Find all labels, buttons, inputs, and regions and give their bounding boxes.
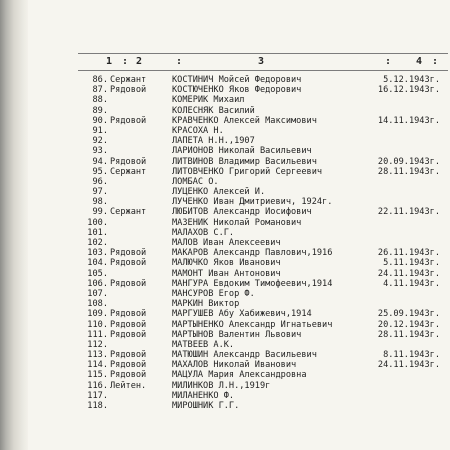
record-row (0, 238, 450, 248)
record-rank: Рядовой (110, 248, 147, 259)
record-name: МАРКИН Виктор (172, 299, 240, 310)
record-name: МАХАЛОВ Николай Иванович (172, 360, 297, 371)
record-rank: Сержант (110, 207, 147, 218)
record-name: МАЛОВ Иван Алексеевич (172, 238, 281, 248)
header-rule-bottom (78, 70, 448, 71)
record-rank: Рядовой (110, 156, 147, 167)
record-number: 87. (92, 85, 108, 96)
record-date: 28.11.1943г. (377, 329, 440, 340)
record-row (0, 340, 450, 350)
record-name: ЛУЧЕНКО Иван Дмитриевич, 1924г. (172, 197, 333, 208)
record-row (0, 289, 450, 299)
record-name: МАЛЮЧКО Яков Иванович (172, 258, 281, 269)
record-name: МИРОШНИК Г.Г. (172, 401, 240, 411)
record-name: МАТЮШИН Александр Васильевич (172, 350, 317, 361)
record-date: 24.11.1943г. (377, 268, 440, 279)
record-name: МИЛИНКОВ Л.Н.,1919г (172, 380, 271, 391)
record-rank: Рядовой (110, 360, 147, 371)
record-date: 16.12.1943г. (377, 85, 440, 96)
record-number: 110. (87, 319, 108, 330)
record-rank: Рядовой (110, 329, 147, 340)
record-row (0, 75, 450, 85)
record-date: 5.11.1943г. (383, 258, 440, 269)
record-row (0, 177, 450, 187)
record-name: ЛИТОВЧЕНКО Григорий Сергеевич (172, 166, 323, 177)
record-number: 95. (92, 166, 108, 177)
record-rank: Рядовой (110, 115, 147, 126)
header-rule-top (78, 53, 448, 54)
record-rank: Рядовой (110, 350, 147, 361)
record-name: КОСТЮЧЕНКО Яков Федорович (172, 85, 302, 96)
record-row (0, 279, 450, 289)
record-name: МАРТЫНОВ Валентин Львович (172, 329, 302, 340)
record-rank: Рядовой (110, 319, 147, 330)
record-row (0, 269, 450, 279)
record-list (0, 75, 450, 411)
record-number: 92. (92, 136, 108, 147)
record-name: ЛЮБИТОВ Александр Иосифович (172, 207, 312, 218)
column-header-2: 2 (136, 56, 143, 67)
record-row (0, 228, 450, 238)
record-row (0, 218, 450, 228)
record-row (0, 258, 450, 268)
record-name: МАЛАХОВ С.Г. (172, 227, 235, 238)
record-row (0, 167, 450, 177)
column-header-separator: : (385, 56, 392, 67)
record-number: 109. (87, 309, 108, 320)
record-row (0, 381, 450, 391)
record-row (0, 187, 450, 197)
record-date: 26.11.1943г. (377, 248, 440, 259)
record-number: 111. (87, 329, 108, 340)
record-date: 22.11.1943г. (377, 207, 440, 218)
record-row (0, 95, 450, 105)
record-number: 105. (87, 268, 108, 279)
record-number: 97. (92, 187, 108, 198)
record-rank: Рядовой (110, 370, 147, 381)
record-number: 90. (92, 115, 108, 126)
record-row (0, 157, 450, 167)
record-number: 115. (87, 370, 108, 381)
record-name: ЛИТВИНОВ Владимир Васильевич (172, 156, 317, 167)
record-row (0, 136, 450, 146)
record-row (0, 146, 450, 156)
record-row (0, 320, 450, 330)
record-number: 117. (87, 390, 108, 401)
record-date: 24.11.1943г. (377, 360, 440, 371)
record-number: 98. (92, 197, 108, 208)
record-number: 88. (92, 95, 108, 106)
record-rank: Лейтен. (110, 380, 147, 391)
record-rank: Рядовой (110, 309, 147, 320)
record-name: МАЗЕНИК Николай Романович (172, 217, 302, 228)
record-number: 99. (92, 207, 108, 218)
record-number: 100. (87, 217, 108, 228)
record-row (0, 126, 450, 136)
column-header-separator: : (176, 56, 183, 67)
record-number: 93. (92, 146, 108, 157)
record-name: ЛОМБАС О. (172, 176, 219, 187)
record-row (0, 330, 450, 340)
record-name: КОЛЕСНЯК Василий (172, 105, 255, 116)
column-header-3: 3 (258, 56, 265, 67)
record-number: 116. (87, 380, 108, 391)
record-number: 118. (87, 401, 108, 411)
record-row (0, 207, 450, 217)
record-number: 94. (92, 156, 108, 167)
record-name: ЛУЦЕНКО Алексей И. (172, 187, 266, 198)
record-name: МАЦУЛА Мария Александровна (172, 370, 307, 381)
record-number: 103. (87, 248, 108, 259)
record-row (0, 350, 450, 360)
record-number: 86. (92, 75, 108, 85)
record-rank: Рядовой (110, 258, 147, 269)
record-number: 113. (87, 350, 108, 361)
record-name: ЛАПЕТА Н.Н.,1907 (172, 136, 255, 147)
record-name: ЛАРИОНОВ Николай Васильевич (172, 146, 312, 157)
record-row (0, 248, 450, 258)
record-name: КРАВЧЕНКО Алексей Максимович (172, 115, 317, 126)
record-rank: Сержант (110, 75, 147, 85)
record-number: 107. (87, 288, 108, 299)
record-rank: Сержант (110, 166, 147, 177)
record-number: 101. (87, 227, 108, 238)
record-date: 28.11.1943г. (377, 166, 440, 177)
record-date: 5.12.1943г. (383, 75, 440, 85)
record-row (0, 360, 450, 370)
record-name: МАНГУРА Евдоким Тимофеевич,1914 (172, 278, 333, 289)
record-date: 20.12.1943г. (377, 319, 440, 330)
record-name: МАТВЕЕВ А.К. (172, 339, 235, 350)
record-number: 96. (92, 176, 108, 187)
record-row (0, 309, 450, 319)
record-number: 114. (87, 360, 108, 371)
record-date: 8.11.1943г. (383, 350, 440, 361)
record-name: МАРГУШЕВ Абу Хабижевич,1914 (172, 309, 312, 320)
record-row (0, 391, 450, 401)
record-name: КОМЕРИК Михаил (172, 95, 245, 106)
record-number: 104. (87, 258, 108, 269)
record-name: МАКАРОВ Александр Павлович,1916 (172, 248, 333, 259)
record-row (0, 401, 450, 411)
record-number: 102. (87, 238, 108, 248)
column-header-separator: : (122, 56, 129, 67)
column-header-1: 1 (106, 56, 113, 67)
record-name: КРАСОХА Н. (172, 125, 224, 136)
record-rank: Рядовой (110, 85, 147, 96)
record-number: 89. (92, 105, 108, 116)
record-name: МАМОНТ Иван Антонович (172, 268, 281, 279)
record-number: 106. (87, 278, 108, 289)
record-row (0, 106, 450, 116)
record-number: 108. (87, 299, 108, 310)
record-number: 91. (92, 125, 108, 136)
record-name: КОСТИНИЧ Мойсей Федорович (172, 75, 302, 85)
record-row (0, 85, 450, 95)
column-header-separator: : (432, 56, 439, 67)
record-date: 14.11.1943г. (377, 115, 440, 126)
record-row (0, 370, 450, 380)
record-date: 4.11.1943г. (383, 278, 440, 289)
record-name: МИЛАНЕНКО Ф. (172, 390, 235, 401)
record-row (0, 299, 450, 309)
record-name: МАРТЫНЕНКО Александр Игнатьевич (172, 319, 333, 330)
record-number: 112. (87, 339, 108, 350)
record-date: 20.09.1943г. (377, 156, 440, 167)
record-row (0, 116, 450, 126)
record-name: МАНСУРОВ Егор Ф. (172, 288, 255, 299)
record-rank: Рядовой (110, 278, 147, 289)
record-date: 25.09.1943г. (377, 309, 440, 320)
record-row (0, 197, 450, 207)
column-header-4: 4 (416, 56, 423, 67)
